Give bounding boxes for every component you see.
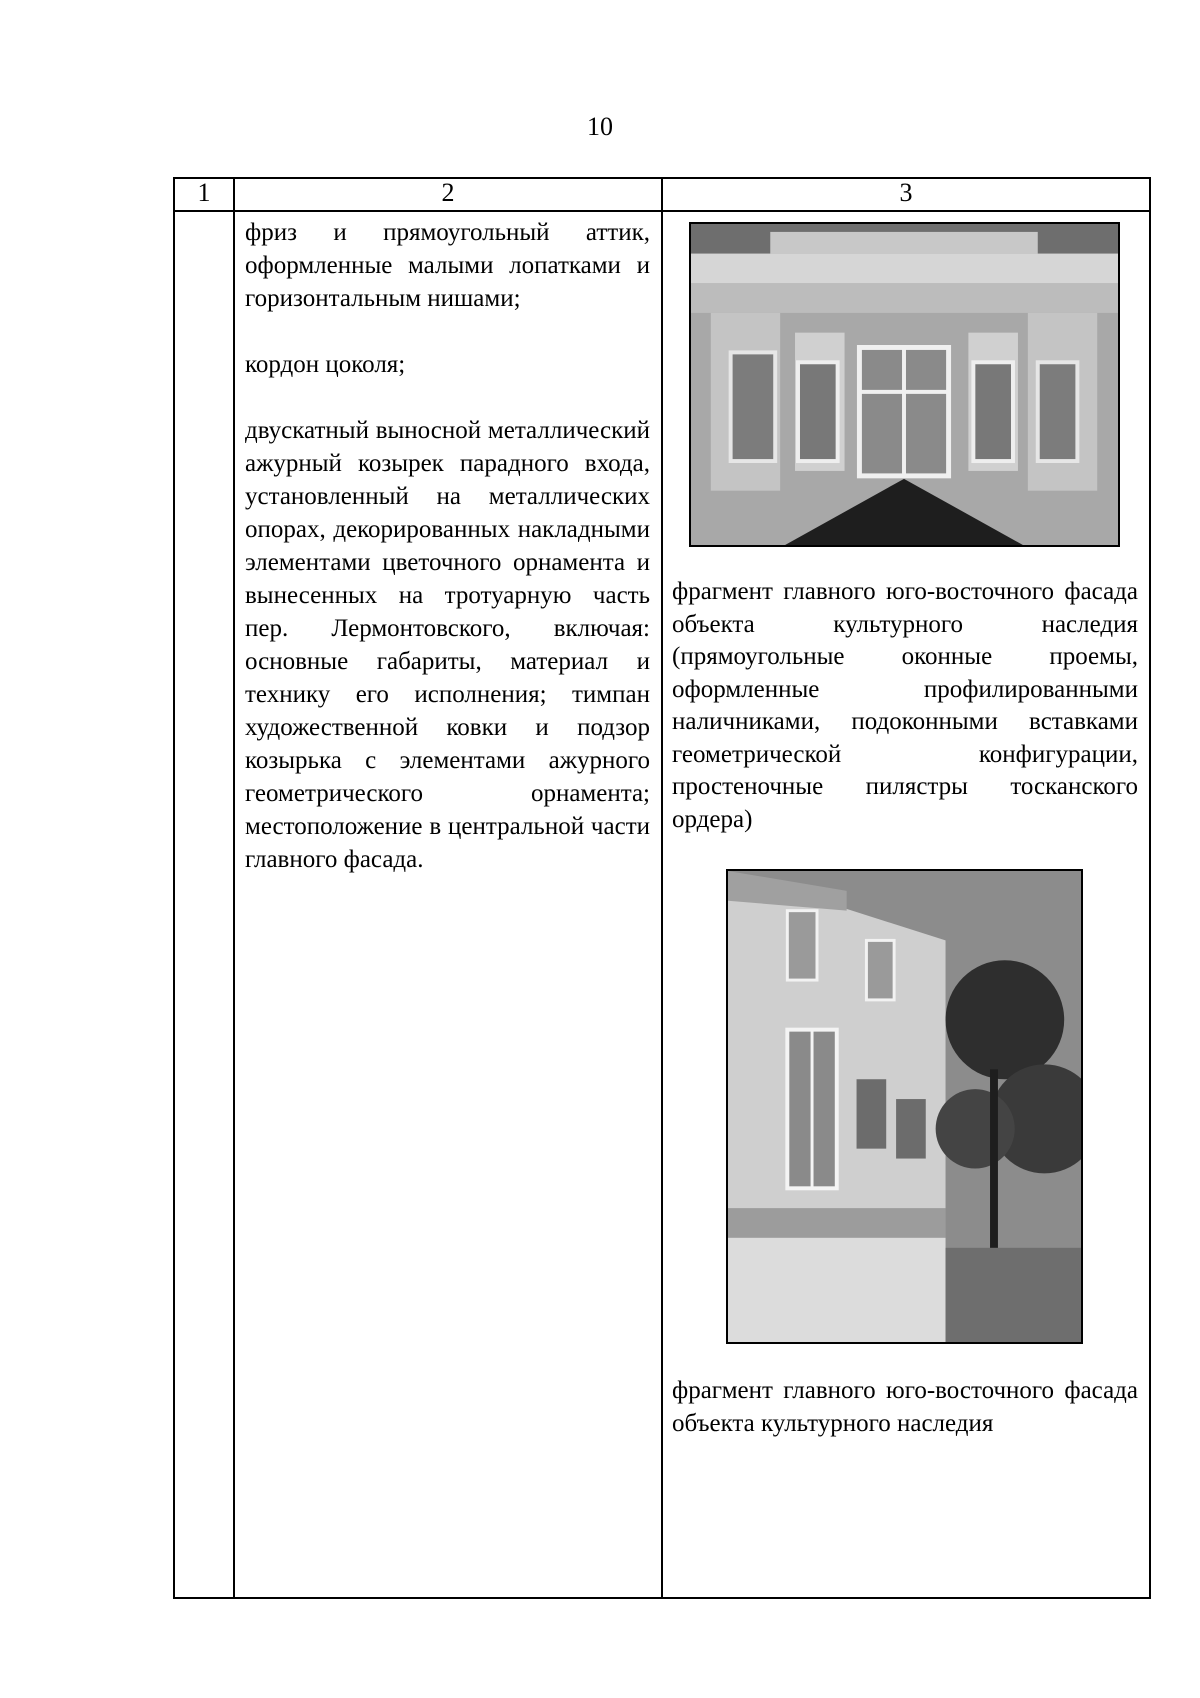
page-number: 10 <box>587 112 613 141</box>
photo-caption-1: фрагмент главного юго-восточного фасада объекта культурного наследия (прямоугольные оконные проемы, оформленные профилированными наличниками, подоконными вставками геометрической конфигурации, простеночные пилястры тосканского ордера) <box>672 578 1138 833</box>
header-col-2: 2 <box>441 178 455 207</box>
facade-perspective-photo <box>726 869 1083 1344</box>
description-canopy: двускатный выносной металлический ажурный козырек парадного входа, установленный на металлических опорах, декорированных накладными элементами цветочного орнамента и вынесенных на тротуарную часть пер. Лермонтовского, включая: основные габариты, материал и технику его исполнения; тимпан художественной ковки и подзор козырька с элементами ажурного геометрического орнамента; местоположение в центральной части главного фасада. <box>245 417 650 873</box>
header-col-3: 3 <box>899 178 913 207</box>
description-cell <box>245 216 650 876</box>
description-plinth: кордон цоколя; <box>245 351 406 378</box>
facade-entrance-photo <box>689 222 1120 547</box>
photo-caption-2: фрагмент главного юго-восточного фасада объекта культурного наследия <box>672 1377 1138 1437</box>
header-col-1: 1 <box>197 178 211 207</box>
description-frieze: фриз и прямоугольный аттик, оформленные малыми лопатками и горизонтальным нишами; <box>245 219 650 312</box>
